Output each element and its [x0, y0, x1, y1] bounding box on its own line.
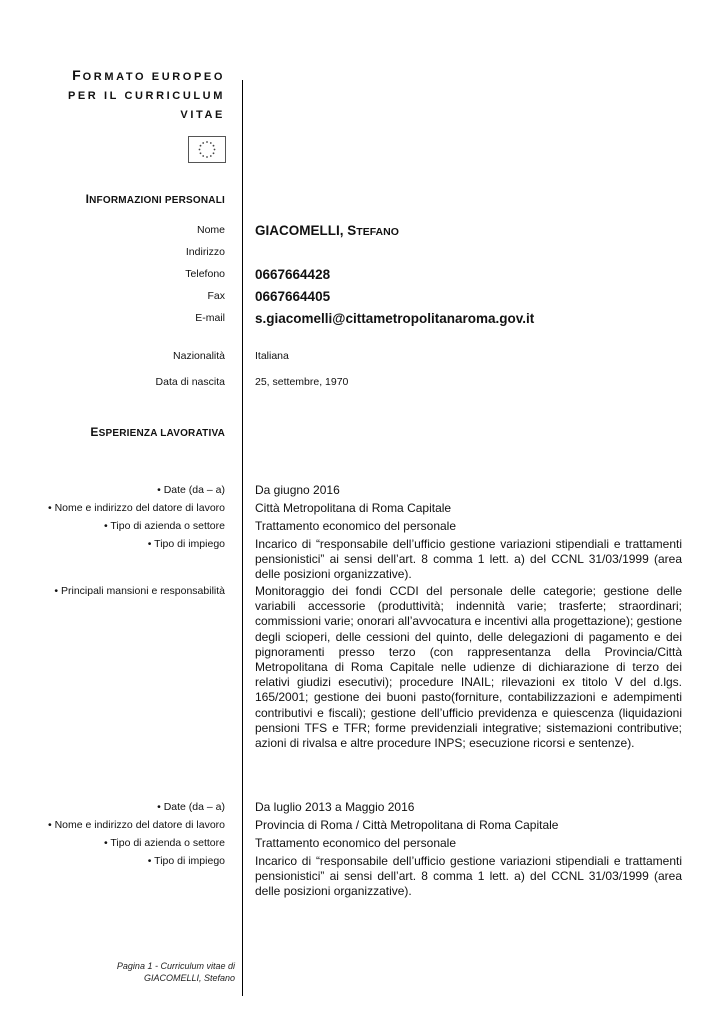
footer-line-2: GIACOMELLI, Stefano — [143, 973, 235, 983]
nascita-value: 25, settembre, 1970 — [255, 376, 349, 388]
entry2-jobtype: Incarico di “responsabile dell’ufficio gestione variazioni stipendiali e trattamenti pensionistici” ai sensi dell’art. 8 comma 1 lett. a) del CCNL 31/03/1999 (area delle posizioni organizzative). — [255, 854, 682, 899]
entry2-sector-label: • Tipo di azienda o settore — [103, 837, 225, 849]
nome-label: Nome — [196, 224, 225, 236]
title-line-1: FORMATO EUROPEO — [72, 67, 225, 83]
fax-label: Fax — [207, 290, 225, 302]
entry2-sector: Trattamento economico del personale — [255, 836, 456, 850]
entry1-date-label: • Date (da – a) — [157, 484, 225, 496]
document-title — [20, 66, 225, 125]
email-value[interactable]: s.giacomelli@cittametropolitanaroma.gov.it — [255, 311, 535, 326]
entry1-duties-label: • Principali mansioni e responsabilità — [54, 585, 225, 597]
entry1-jobtype-label: • Tipo di impiego — [147, 538, 225, 550]
entry1-employer: Città Metropolitana di Roma Capitale — [255, 501, 452, 515]
entry2-date-label: • Date (da – a) — [157, 801, 225, 813]
entry2-jobtype-label: • Tipo di impiego — [147, 855, 225, 867]
entry1-sector: Trattamento economico del personale — [255, 519, 456, 533]
entry2-employer-label: • Nome e indirizzo del datore di lavoro — [47, 819, 225, 831]
nazionalita-value: Italiana — [255, 350, 289, 362]
entry1-duties: Monitoraggio dei fondi CCDI del personale delle categorie; gestione delle variabili accessorie (produttività; indennità varie; trasferte; straordinari; commissioni varie; onorari all’avvocatura e incentivi alla progettazione); gestione degli scioperi, delle cessioni del quinto, delle delegazioni di pagamento e dei pignoramenti presso terzo (con rappresentanza della Provincia/Città Metropolitana di Roma Capitale nelle udienze di dichiarazione di terzo dei relativi giudizi esecutivi); procedure INAIL; rilevazioni ex titolo V del d.lgs. 165/2001; gestione dei buoni pasto(forniture, contabilizzazioni e adempimenti contributivi e fiscali); gestione dell’ufficio previdenza e quiescenza (liquidazioni pensioni TFS e TFR; forme previdenziali integrative; sistemazioni contributive; azioni di rivalsa e altre procedure INPS; esecuzione ricorsi e sentenze). — [255, 584, 682, 751]
nome-value: GIACOMELLI, STEFANO — [255, 223, 399, 238]
entry1-employer-label: • Nome e indirizzo del datore di lavoro — [47, 502, 225, 514]
fax-value: 0667664405 — [255, 289, 331, 304]
page-footer — [90, 960, 235, 984]
entry2-date: Da luglio 2013 a Maggio 2016 — [255, 800, 415, 814]
page-number: 1 — [147, 961, 153, 971]
column-divider — [242, 80, 243, 996]
footer-line-1: Pagina 1 - Curriculum vitae di — [116, 961, 235, 971]
entry1-sector-label: • Tipo di azienda o settore — [103, 520, 225, 532]
section-experience-heading: ESPERIENZA LAVORATIVA — [90, 425, 225, 439]
nazionalita-label: Nazionalità — [173, 350, 225, 362]
nascita-label: Data di nascita — [155, 376, 225, 388]
indirizzo-label: Indirizzo — [185, 246, 225, 258]
entry1-jobtype: Incarico di “responsabile dell’ufficio gestione variazioni stipendiali e trattamenti pensionistici” ai sensi dell’art. 8 comma 1 lett. a) del CCNL 31/03/1999 (area delle posizioni organizzative). — [255, 537, 682, 582]
title-line-3: VITAE — [180, 109, 225, 121]
telefono-label: Telefono — [185, 268, 225, 280]
telefono-value: 0667664428 — [255, 267, 331, 282]
title-line-2: PER IL CURRICULUM — [67, 90, 225, 102]
section-personal-heading: INFORMAZIONI PERSONALI — [85, 192, 225, 206]
entry1-date: Da giugno 2016 — [255, 483, 340, 497]
entry2-employer: Provincia di Roma / Città Metropolitana di Roma Capitale — [255, 818, 559, 832]
email-label: E-mail — [195, 312, 225, 324]
eu-flag-icon — [188, 136, 226, 163]
